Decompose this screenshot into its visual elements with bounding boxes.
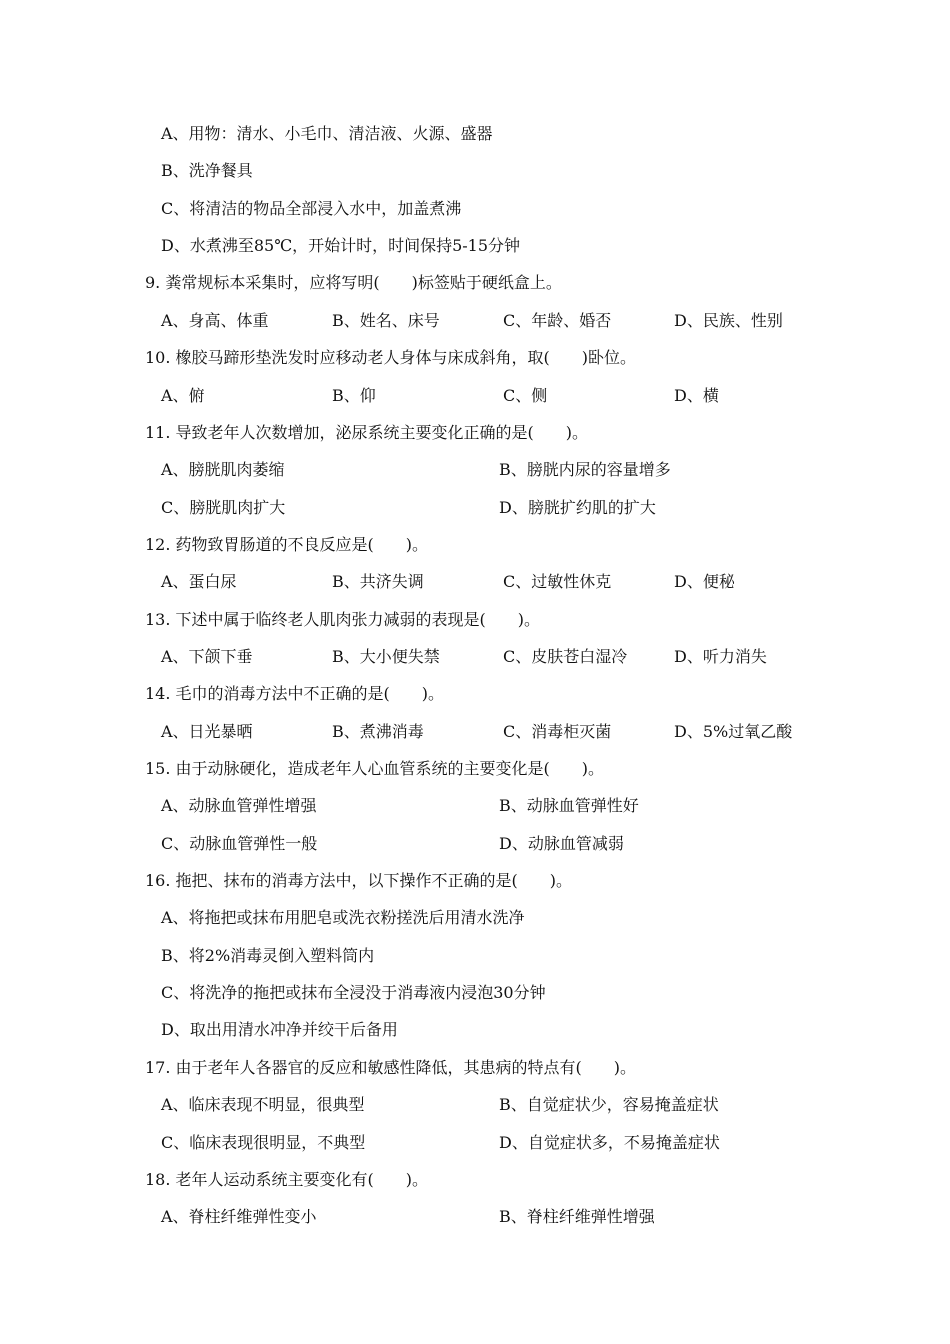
q13-option-a: A、下颌下垂 (161, 647, 253, 666)
q17-option-d: D、自觉症状多，不易掩盖症状 (499, 1133, 720, 1152)
q8-option-d: D、水煮沸至85℃，开始计时，时间保持5-15分钟 (161, 236, 521, 255)
q10-option-d: D、横 (674, 386, 719, 405)
q8-option-c: C、将清洁的物品全部浸入水中，加盖煮沸 (161, 199, 462, 218)
q11-option-b: B、膀胱内尿的容量增多 (499, 460, 671, 479)
q14-option-d: D、5%过氧乙酸 (674, 722, 793, 741)
q15-option-c: C、动脉血管弹性一般 (161, 834, 318, 853)
q12-option-c: C、过敏性休克 (503, 572, 612, 591)
q8-option-a: A、用物：清水、小毛巾、清洁液、火源、盛器 (161, 124, 493, 143)
q18-option-a: A、脊柱纤维弹性变小 (161, 1207, 317, 1226)
q15-stem: 15. 由于动脉硬化，造成老年人心血管系统的主要变化是( )。 (145, 759, 605, 778)
q10-stem: 10. 橡胶马蹄形垫洗发时应移动老人身体与床成斜角，取( )卧位。 (145, 348, 637, 367)
q9-option-b: B、姓名、床号 (332, 311, 440, 330)
q15-option-a: A、动脉血管弹性增强 (161, 796, 317, 815)
q9-option-a: A、身高、体重 (161, 311, 269, 330)
q10-option-c: C、侧 (503, 386, 548, 405)
q16-option-c: C、将洗净的拖把或抹布全浸没于消毒液内浸泡30分钟 (161, 983, 546, 1002)
q14-option-b: B、煮沸消毒 (332, 722, 424, 741)
q11-option-c: C、膀胱肌肉扩大 (161, 498, 286, 517)
q14-option-a: A、日光暴晒 (161, 722, 253, 741)
q11-option-d: D、膀胱扩约肌的扩大 (499, 498, 656, 517)
q18-option-b: B、脊柱纤维弹性增强 (499, 1207, 655, 1226)
q16-option-b: B、将2%消毒灵倒入塑料筒内 (161, 946, 375, 965)
q12-option-a: A、蛋白尿 (161, 572, 237, 591)
q9-option-c: C、年龄、婚否 (503, 311, 612, 330)
q14-stem: 14. 毛巾的消毒方法中不正确的是( )。 (145, 684, 445, 703)
q8-option-b: B、洗净餐具 (161, 161, 253, 180)
q10-option-b: B、仰 (332, 386, 376, 405)
q12-option-b: B、共济失调 (332, 572, 424, 591)
q17-option-b: B、自觉症状少，容易掩盖症状 (499, 1095, 719, 1114)
q13-option-b: B、大小便失禁 (332, 647, 440, 666)
q15-option-b: B、动脉血管弹性好 (499, 796, 639, 815)
q17-option-a: A、临床表现不明显，很典型 (161, 1095, 365, 1114)
q13-option-d: D、听力消失 (674, 647, 767, 666)
q12-stem: 12. 药物致胃肠道的不良反应是( )。 (145, 535, 429, 554)
q11-option-a: A、膀胱肌肉萎缩 (161, 460, 285, 479)
q15-option-d: D、动脉血管减弱 (499, 834, 624, 853)
q17-stem: 17. 由于老年人各器官的反应和敏感性降低，其患病的特点有( )。 (145, 1058, 637, 1077)
q18-stem: 18. 老年人运动系统主要变化有( )。 (145, 1170, 429, 1189)
q9-stem: 9. 粪常规标本采集时，应将写明( )标签贴于硬纸盒上。 (145, 273, 562, 292)
q16-option-a: A、将拖把或抹布用肥皂或洗衣粉搓洗后用清水洗净 (161, 908, 525, 927)
q17-option-c: C、临床表现很明显，不典型 (161, 1133, 366, 1152)
q10-option-a: A、俯 (161, 386, 205, 405)
q14-option-c: C、消毒柜灭菌 (503, 722, 612, 741)
q16-option-d: D、取出用清水冲净并绞干后备用 (161, 1020, 398, 1039)
q13-stem: 13. 下述中属于临终老人肌肉张力减弱的表现是( )。 (145, 610, 541, 629)
q16-stem: 16. 拖把、抹布的消毒方法中，以下操作不正确的是( )。 (145, 871, 573, 890)
q11-stem: 11. 导致老年人次数增加，泌尿系统主要变化正确的是( )。 (145, 423, 589, 442)
q12-option-d: D、便秘 (674, 572, 735, 591)
q9-option-d: D、民族、性别 (674, 311, 783, 330)
q13-option-c: C、皮肤苍白湿冷 (503, 647, 628, 666)
